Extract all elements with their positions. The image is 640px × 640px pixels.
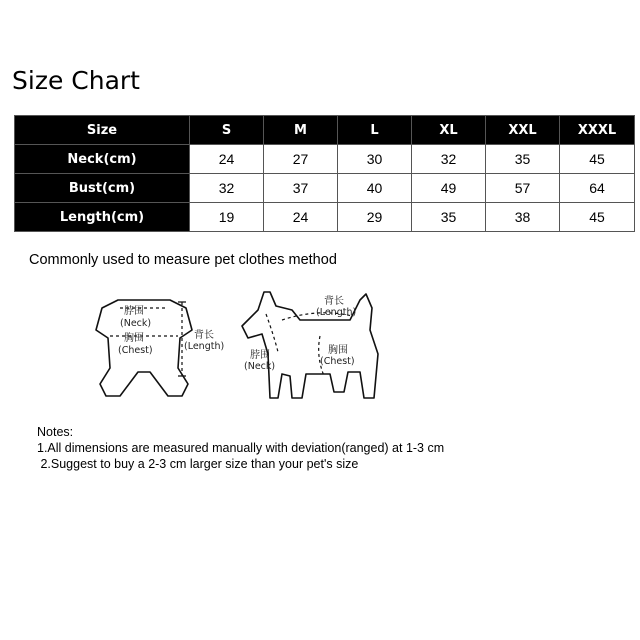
table-cell: 64 — [560, 174, 635, 203]
table-row — [15, 145, 635, 174]
dog-neck-cn: 脖围 — [250, 350, 270, 361]
table-row — [15, 203, 635, 232]
header-cell: XXL — [486, 116, 560, 145]
note-item: 2.Suggest to buy a 2-3 cm larger size than your pet's size — [37, 457, 359, 471]
row-label: Bust(cm) — [15, 174, 190, 203]
clothes-length-en: (Length) — [184, 341, 225, 352]
table-cell: 37 — [264, 174, 338, 203]
header-cell: S — [190, 116, 264, 145]
size-table — [14, 115, 635, 232]
clothes-chest-cn: 胸围 — [124, 333, 144, 344]
table-cell: 32 — [412, 145, 486, 174]
row-label: Length(cm) — [15, 203, 190, 232]
table-cell: 57 — [486, 174, 560, 203]
table-cell: 19 — [190, 203, 264, 232]
table-cell: 49 — [412, 174, 486, 203]
table-cell: 32 — [190, 174, 264, 203]
table-cell: 29 — [338, 203, 412, 232]
table-cell: 45 — [560, 145, 635, 174]
header-cell: XL — [412, 116, 486, 145]
dog-outline-icon — [242, 292, 378, 398]
dog-chest-cn: 胸围 — [328, 345, 348, 356]
table-cell: 35 — [486, 145, 560, 174]
row-label: Neck(cm) — [15, 145, 190, 174]
table-cell: 27 — [264, 145, 338, 174]
note-item: 1.All dimensions are measured manually with deviation(ranged) at 1-3 cm — [37, 441, 445, 455]
clothes-length-cn: 背长 — [194, 330, 214, 341]
table-cell: 30 — [338, 145, 412, 174]
table-cell: 45 — [560, 203, 635, 232]
dog-chest-en: (Chest) — [320, 356, 355, 367]
table-cell: 38 — [486, 203, 560, 232]
clothes-neck-en: (Neck) — [120, 318, 152, 329]
table-cell: 40 — [338, 174, 412, 203]
header-cell: L — [338, 116, 412, 145]
table-cell: 35 — [412, 203, 486, 232]
clothes-chest-en: (Chest) — [118, 345, 153, 356]
table-cell: 24 — [190, 145, 264, 174]
dog-neck-en: (Neck) — [244, 361, 276, 372]
notes-section — [37, 424, 444, 472]
page-title: Size Chart — [12, 66, 140, 95]
table-header-row — [15, 116, 635, 145]
dog-length-cn: 背长 — [324, 296, 344, 307]
measurement-illustration — [70, 280, 400, 410]
table-row — [15, 174, 635, 203]
measure-method-title: Commonly used to measure pet clothes method — [29, 252, 337, 268]
clothes-neck-cn: 脖围 — [124, 306, 144, 317]
dog-diagram — [242, 292, 378, 398]
notes-heading: Notes: — [37, 425, 74, 439]
header-cell: Size — [15, 116, 190, 145]
table-cell: 24 — [264, 203, 338, 232]
dog-length-en: (Length) — [316, 307, 357, 318]
header-cell: XXXL — [560, 116, 635, 145]
header-cell: M — [264, 116, 338, 145]
